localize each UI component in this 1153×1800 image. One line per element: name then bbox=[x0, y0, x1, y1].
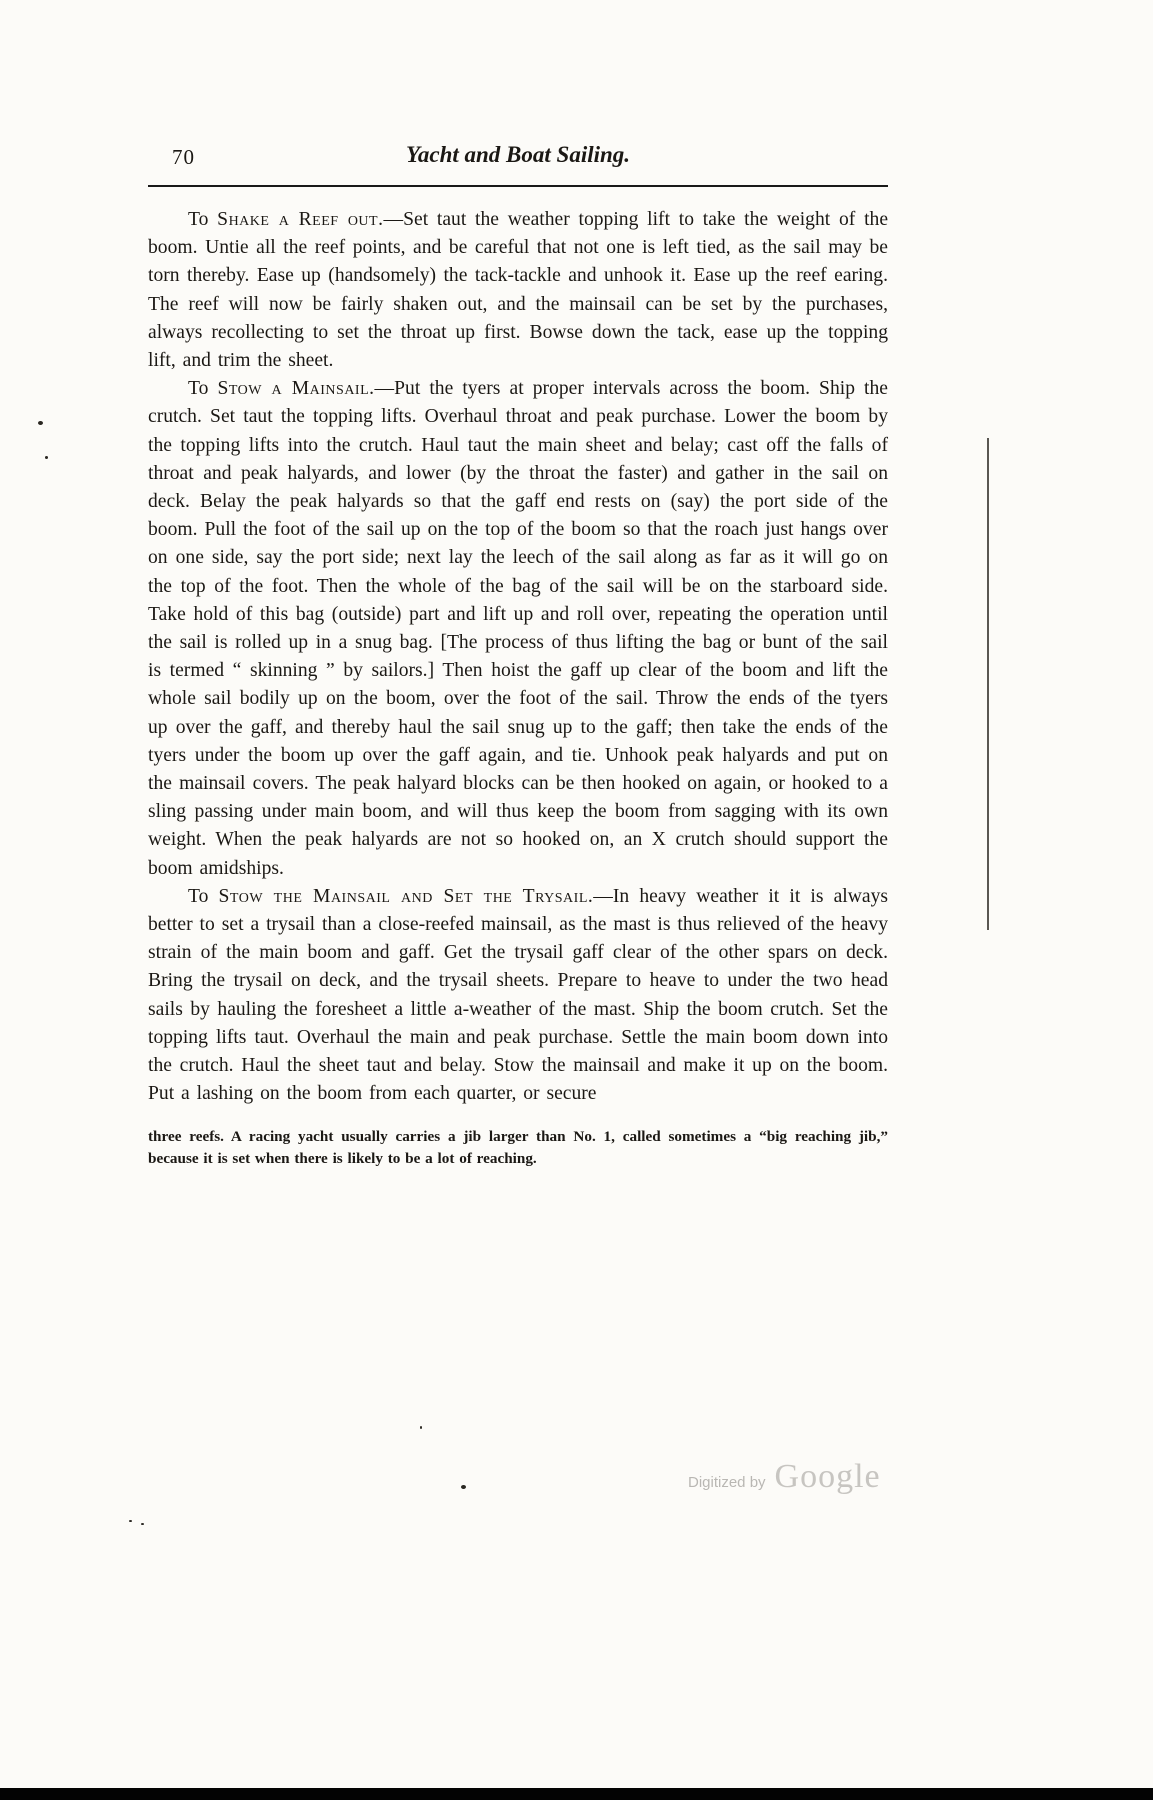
page-header bbox=[148, 142, 888, 176]
page-number: 70 bbox=[172, 145, 195, 169]
scan-edge-line bbox=[987, 438, 989, 930]
scan-speck bbox=[420, 1426, 422, 1429]
paragraph bbox=[148, 883, 888, 1109]
paragraph-text: —Set taut the weather topping lift to take the weight of the boom. Untie all the reef points, and be careful that not one is left tied, as the sail may be torn thereby. Ease up (handsomely) the tack-tackle and unhook it. Ease up the reef earing. The reef will now be fairly shaken out, and the mainsail can be set by the purchases, always recollecting to set the throat up first. Bowse down the tack, ease up the topping lift, and trim the sheet. bbox=[148, 209, 889, 372]
scan-bottom-bar bbox=[0, 1788, 1153, 1800]
scan-speck bbox=[129, 1520, 132, 1522]
text-block bbox=[148, 142, 888, 1186]
paragraph-lead-intro: To bbox=[188, 885, 219, 907]
paragraph-lead-intro: To bbox=[188, 209, 218, 230]
scan-speck bbox=[141, 1523, 144, 1525]
paragraph-text: —Put the tyers at proper intervals across the boom. Ship the crutch. Set taut the topping lifts. Overhaul throat and peak purchase. Lower the boom by the topping lifts into the crutch. Haul taut the main sheet and belay; cast off the falls of throat and peak halyards, and lower (by the throat the faster) and gather in the sail on deck. Belay the peak halyards so that the gaff end rests on (say) the port side of the boom. Pull the foot of the sail up on the top of the boom so that the roach just hangs over on one side, say the port side; next lay the leech of the sail along as far as it will go on the top of the foot. Then the whole of the bag of the sail will be on the starboard side. Take hold of this bag (outside) part and lift up and roll over, repeating the operation until the sail is rolled up in a snug bag. [The process of thus lifting the bag or bunt of the sail is termed “ skinning ” by sailors.] Then hoist the gaff up clear of the boom and lift the whole sail bodily up on the boom, over the foot of the sail. Throw the ends of the tyers up over the gaff, and thereby haul the sail snug up to the gaff; then take the ends of the tyers under the boom up over the gaff again, and tie. Unhook peak halyards and put on the mainsail covers. The peak halyard blocks can be then hooked on again, or hooked to a sling passing under main boom, and will thus keep the boom from sagging with its own weight. When the peak halyards are not so hooked on, an X crutch should support the boom amidships. bbox=[148, 378, 888, 879]
header-rule bbox=[148, 185, 888, 187]
body-text bbox=[148, 206, 888, 1171]
scan-speck bbox=[45, 456, 48, 459]
google-logo: Google bbox=[774, 1458, 881, 1495]
paragraph-text: —In heavy weather it it is always better to set a trysail than a close-reefed mainsail, as the mast is thus relieved of the heavy strain of the main boom and gaff. Get the trysail gaff clear of the other spars on deck. Bring the trysail on deck, and the trysail sheets. Prepare to heave to under the two head sails by hauling the foresheet a little a-weather of the mast. Ship the boom crutch. Set the topping lifts taut. Overhaul the main and peak purchase. Settle the main boom down into the crutch. Haul the sheet taut and belay. Stow the mainsail and make it up on the boom. Put a lashing on the boom from each quarter, or secure bbox=[148, 885, 888, 1105]
scan-speck bbox=[38, 421, 43, 425]
watermark-prefix: Digitized by bbox=[688, 1474, 766, 1491]
footnote: three reefs. A racing yacht usually carries a jib larger than No. 1, called sometimes a “big reaching jib,” because it is set when there is likely to be a lot of reaching. bbox=[148, 1127, 888, 1167]
scan-speck bbox=[461, 1485, 466, 1489]
paragraph-lead-caps: Shake a Reef out. bbox=[217, 209, 384, 230]
paragraph-lead-caps: Stow the Mainsail and Set the Trysail. bbox=[218, 885, 594, 907]
paragraph bbox=[148, 375, 888, 883]
paragraph-lead-intro: To bbox=[188, 378, 218, 400]
paragraph-lead-caps: Stow a Mainsail. bbox=[217, 378, 375, 400]
running-title: Yacht and Boat Sailing. bbox=[405, 142, 631, 167]
digitized-by-watermark bbox=[688, 1458, 881, 1496]
paragraph bbox=[148, 206, 888, 375]
